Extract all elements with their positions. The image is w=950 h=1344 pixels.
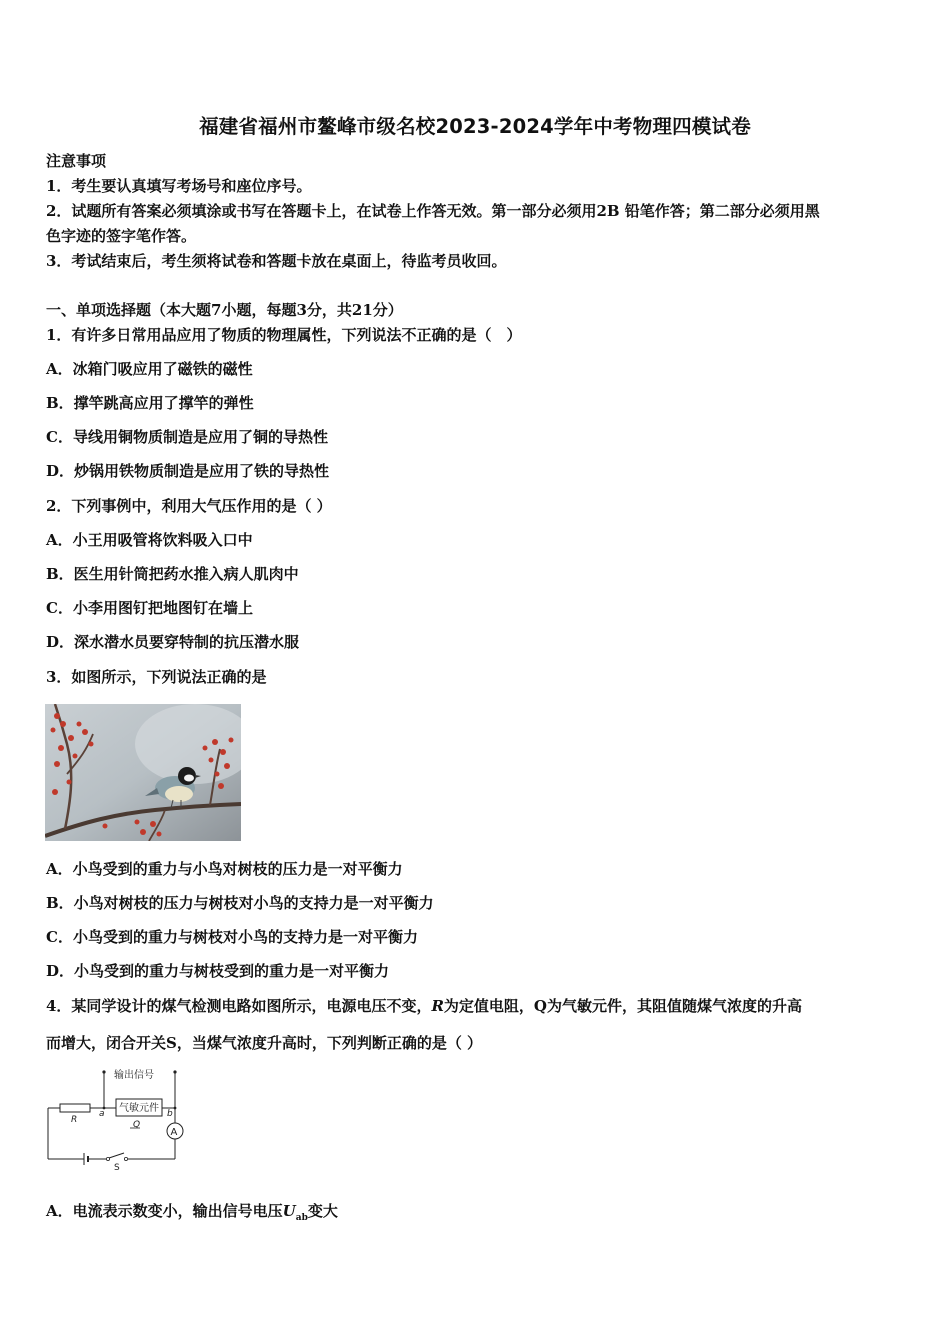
q3-stem: 3．如图所示，下列说法正确的是 (46, 668, 267, 686)
q3-option-b: B．小鸟对树枝的压力与树枝对小鸟的支持力是一对平衡力 (46, 894, 434, 912)
q3-option-c: C．小鸟受到的重力与树枝对小鸟的支持力是一对平衡力 (46, 928, 418, 946)
q4-stem: 4．某同学设计的煤气检测电路如图所示，电源电压不变，R为定值电阻，Q为气敏元件，其阻值随煤气浓度的升高 (46, 997, 802, 1015)
page-title: 福建省福州市鳌峰市级名校2023-2024学年中考物理四模试卷 (199, 115, 751, 138)
resistor-r (60, 1104, 90, 1112)
bird-on-branch-image (45, 704, 241, 841)
switch-label: S (114, 1163, 120, 1170)
output-signal-label: 输出信号 (114, 1070, 154, 1081)
q-label: Q (133, 1120, 141, 1130)
q1-option-a: A．冰箱门吸应用了磁铁的磁性 (46, 360, 253, 378)
b-label: b (167, 1109, 173, 1119)
q4-stem-cont: 而增大，闭合开关S，当煤气浓度升高时，下列判断正确的是（ ） (46, 1034, 483, 1052)
q2-option-a: A．小王用吸管将饮料吸入口中 (46, 531, 253, 549)
q4-option-a: A．电流表示数变小，输出信号电压$U_{ab}$变大 (46, 1202, 338, 1223)
gas-sensor-label: 气敏元件 (119, 1103, 159, 1114)
switch (109, 1153, 124, 1158)
gas-detector-circuit-diagram (44, 1066, 194, 1170)
q2-option-d: D．深水潜水员要穿特制的抗压潜水服 (46, 633, 300, 651)
q3-option-a: A．小鸟受到的重力与小鸟对树枝的压力是一对平衡力 (46, 860, 403, 878)
q2-option-c: C．小李用图钉把地图钉在墙上 (46, 599, 253, 617)
a-label: a (99, 1109, 105, 1119)
q2-stem: 2．下列事例中，利用大气压作用的是（ ） (46, 497, 332, 515)
ammeter-label: A (170, 1127, 178, 1138)
q1-option-b: B．撑竿跳高应用了撑竿的弹性 (46, 394, 254, 412)
notice-heading: 注意事项 (46, 152, 107, 170)
notice-item-3: 3．考试结束后，考生须将试卷和答题卡放在桌面上，待监考员收回。 (46, 252, 507, 270)
notice-item-2: 2．试题所有答案必须填涂或书写在答题卡上，在试卷上作答无效。第一部分必须用2B 铅笔作答；第二部分必须用黑 (46, 202, 820, 220)
q2-option-b: B．医生用针筒把药水推入病人肌肉中 (46, 565, 299, 583)
q1-option-c: C．导线用铜物质制造是应用了铜的导热性 (46, 428, 328, 446)
notice-item-2-cont: 色字迹的签字笔作答。 (46, 227, 197, 245)
section-heading: 一、单项选择题（本大题7小题，每题3分，共21分） (46, 301, 403, 319)
q1-stem: 1．有许多日常用品应用了物质的物理属性，下列说法不正确的是（ ） (46, 326, 522, 344)
q1-option-d: D．炒锅用铁物质制造是应用了铁的导热性 (46, 462, 330, 480)
notice-item-1: 1．考生要认真填写考场号和座位序号。 (46, 177, 312, 195)
r-label: R (71, 1115, 78, 1125)
q3-option-d: D．小鸟受到的重力与树枝受到的重力是一对平衡力 (46, 962, 390, 980)
